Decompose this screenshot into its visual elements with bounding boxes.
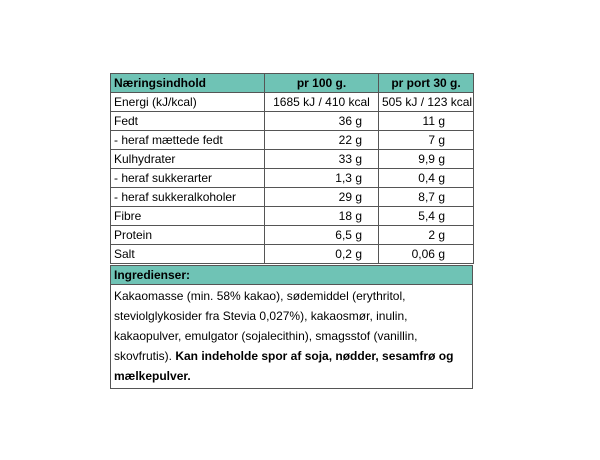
table-row xyxy=(111,245,474,264)
table-row xyxy=(111,131,474,150)
value-per-portion: 8,7 g xyxy=(379,188,474,207)
nutrient-name: Protein xyxy=(111,226,265,245)
ingredients-list: Kakaomasse (min. 58% kakao), sødemiddel (erythritol, steviolglykosider fra Stevia 0,027%), kakaosmør, inulin, kakaopulver, emulgator (sojalecithin), smagsstof (vanillin, skovfrutis). xyxy=(114,289,418,363)
nutrient-name: Kulhydrater xyxy=(111,150,265,169)
ingredients-title: Ingredienser: xyxy=(111,266,472,285)
value-per-portion: 11 g xyxy=(379,112,474,131)
table-row xyxy=(111,93,474,112)
value-per-100g: 6,5 g xyxy=(265,226,379,245)
value-per-100g: 1685 kJ / 410 kcal xyxy=(265,93,379,112)
nutrient-name: - heraf sukkerarter xyxy=(111,169,265,188)
value-per-portion: 0,06 g xyxy=(379,245,474,264)
nutrition-table xyxy=(110,73,474,264)
nutrition-header-row xyxy=(111,74,474,93)
value-per-100g: 1,3 g xyxy=(265,169,379,188)
value-per-100g: 33 g xyxy=(265,150,379,169)
header-nutrient: Næringsindhold xyxy=(111,74,265,93)
table-row xyxy=(111,207,474,226)
value-per-100g: 29 g xyxy=(265,188,379,207)
nutrient-name: - heraf mættede fedt xyxy=(111,131,265,150)
value-per-portion: 9,9 g xyxy=(379,150,474,169)
nutrient-name: Salt xyxy=(111,245,265,264)
ingredients-box xyxy=(110,265,473,389)
nutrient-name: Fedt xyxy=(111,112,265,131)
table-row xyxy=(111,226,474,245)
table-row xyxy=(111,112,474,131)
table-row xyxy=(111,169,474,188)
value-per-portion: 0,4 g xyxy=(379,169,474,188)
nutrient-name: - heraf sukkeralkoholer xyxy=(111,188,265,207)
value-per-portion: 505 kJ / 123 kcal xyxy=(379,93,474,112)
allergen-warning: Kan indeholde spor af soja, nødder, sesamfrø og mælkepulver. xyxy=(114,349,454,383)
ingredients-text-block xyxy=(111,285,472,388)
header-per-portion: pr port 30 g. xyxy=(379,74,474,93)
table-row xyxy=(111,150,474,169)
value-per-100g: 22 g xyxy=(265,131,379,150)
nutrient-name: Fibre xyxy=(111,207,265,226)
value-per-portion: 5,4 g xyxy=(379,207,474,226)
header-per-100g: pr 100 g. xyxy=(265,74,379,93)
nutrient-name: Energi (kJ/kcal) xyxy=(111,93,265,112)
table-row xyxy=(111,188,474,207)
value-per-100g: 36 g xyxy=(265,112,379,131)
value-per-portion: 7 g xyxy=(379,131,474,150)
value-per-100g: 0,2 g xyxy=(265,245,379,264)
value-per-portion: 2 g xyxy=(379,226,474,245)
value-per-100g: 18 g xyxy=(265,207,379,226)
